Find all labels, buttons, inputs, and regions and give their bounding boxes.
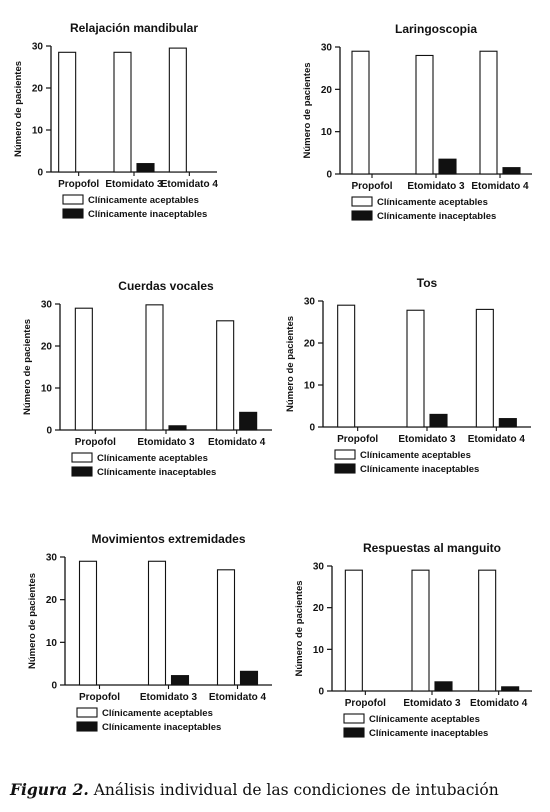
category-label: Etomidato 3	[398, 434, 456, 445]
y-tick-label: 20	[320, 84, 332, 96]
bar-acceptable	[480, 51, 497, 174]
figure-caption	[10, 780, 545, 799]
category-label: Propofol	[58, 179, 100, 190]
bar-acceptable	[476, 309, 493, 427]
legend-label-acceptable: Clínicamente aceptables	[369, 714, 480, 725]
bar-unacceptable	[439, 159, 456, 174]
y-tick-label: 20	[40, 341, 52, 353]
bar-acceptable	[149, 561, 166, 685]
bar-unacceptable	[240, 412, 257, 430]
bar-acceptable	[352, 51, 369, 174]
y-tick-label: 10	[40, 383, 52, 395]
legend-label-acceptable: Clínicamente aceptables	[377, 197, 488, 208]
category-label: Etomidato 4	[471, 181, 529, 192]
legend-swatch-unacceptable	[335, 464, 355, 473]
legend-label-unacceptable: Clínicamente inaceptables	[97, 467, 217, 478]
y-axis-label: Número de pacientes	[285, 315, 296, 413]
bar-chart-svg	[275, 268, 550, 528]
chart-title: Movimientos extremidades	[91, 532, 246, 546]
y-tick-label: 20	[303, 338, 315, 350]
legend-label-unacceptable: Clínicamente inaceptables	[88, 209, 208, 220]
category-label: Propofol	[78, 692, 121, 703]
y-tick-label: 0	[326, 169, 332, 181]
legend-swatch-unacceptable	[344, 728, 364, 737]
legend-swatch-acceptable	[63, 195, 83, 204]
bar-unacceptable	[435, 682, 452, 691]
legend-swatch-unacceptable	[72, 467, 92, 476]
category-label: Etomidato 3	[407, 181, 465, 192]
y-tick-label: 0	[318, 686, 324, 698]
bar-unacceptable	[502, 687, 519, 691]
y-axis-label: Número de pacientes	[294, 580, 305, 677]
category-label: Etomidato 3	[137, 437, 195, 448]
y-tick-label: 30	[45, 552, 57, 564]
category-label: Propofol	[344, 698, 386, 709]
category-label: Etomidato 4	[160, 179, 218, 190]
legend-label-unacceptable: Clínicamente inaceptables	[377, 211, 497, 222]
y-tick-label: 0	[309, 422, 315, 434]
chart-panel-4	[275, 268, 550, 528]
bar-unacceptable	[241, 671, 258, 685]
bar-unacceptable	[172, 676, 189, 685]
legend-swatch-acceptable	[344, 714, 364, 723]
legend-label-acceptable: Clínicamente aceptables	[97, 453, 208, 464]
legend-label-unacceptable: Clínicamente inaceptables	[102, 722, 222, 733]
bar-acceptable	[345, 570, 362, 691]
y-tick-label: 20	[45, 595, 57, 607]
legend-swatch-acceptable	[352, 197, 372, 206]
y-tick-label: 30	[40, 299, 52, 311]
bar-chart-svg	[10, 270, 285, 530]
bar-unacceptable	[169, 426, 186, 430]
figure-caption-text: Análisis individual de las condiciones de intubación	[88, 781, 499, 799]
bar-acceptable	[218, 570, 235, 685]
category-label: Etomidato 4	[208, 692, 267, 703]
chart-title: Relajación mandibular	[69, 21, 199, 35]
legend-swatch-acceptable	[72, 453, 92, 462]
legend-swatch-unacceptable	[77, 722, 97, 731]
category-label: Propofol	[351, 181, 393, 192]
category-label: Propofol	[337, 434, 379, 445]
y-tick-label: 0	[51, 680, 57, 692]
legend-label-acceptable: Clínicamente aceptables	[102, 708, 213, 719]
bar-chart-svg	[275, 15, 550, 275]
category-label: Etomidato 4	[470, 698, 528, 709]
chart-panel-1	[5, 8, 280, 268]
bar-acceptable	[75, 308, 92, 430]
category-label: Propofol	[74, 437, 116, 448]
bar-unacceptable	[503, 168, 520, 174]
y-tick-label: 30	[303, 296, 315, 308]
figure-label: Figura 2.	[10, 780, 89, 799]
bar-acceptable	[169, 48, 186, 172]
chart-panel-5	[15, 528, 290, 788]
bar-acceptable	[479, 570, 496, 691]
legend-label-unacceptable: Clínicamente inaceptables	[360, 464, 480, 475]
y-tick-label: 10	[320, 127, 332, 139]
bar-acceptable	[338, 305, 355, 427]
bar-acceptable	[217, 321, 234, 430]
y-axis-label: Número de pacientes	[302, 62, 313, 159]
y-tick-label: 10	[45, 637, 57, 649]
legend-swatch-unacceptable	[63, 209, 83, 218]
legend-label-acceptable: Clínicamente aceptables	[360, 450, 471, 461]
y-tick-label: 10	[312, 644, 324, 656]
bar-unacceptable	[430, 414, 447, 427]
bar-acceptable	[146, 305, 163, 430]
y-axis-label: Número de pacientes	[13, 60, 24, 158]
chart-title: Respuestas al manguito	[362, 541, 502, 555]
y-tick-label: 20	[31, 83, 43, 95]
chart-panel-3	[10, 270, 285, 530]
bar-acceptable	[412, 570, 429, 691]
y-axis-label: Número de pacientes	[22, 318, 33, 416]
category-label: Etomidato 4	[208, 437, 266, 448]
legend-label-acceptable: Clínicamente aceptables	[88, 195, 199, 206]
y-tick-label: 30	[312, 561, 324, 573]
y-axis-label: Número de pacientes	[27, 572, 38, 670]
category-label: Etomidato 3	[403, 698, 461, 709]
category-label: Etomidato 4	[467, 434, 525, 445]
legend-swatch-acceptable	[77, 708, 97, 717]
chart-title: Tos	[416, 276, 438, 290]
y-tick-label: 0	[46, 425, 52, 437]
legend-swatch-acceptable	[335, 450, 355, 459]
chart-title: Laringoscopia	[394, 22, 478, 36]
chart-title: Cuerdas vocales	[118, 279, 214, 293]
category-label: Etomidato 3	[105, 179, 163, 190]
y-tick-label: 0	[37, 167, 43, 179]
legend-swatch-unacceptable	[352, 211, 372, 220]
bar-unacceptable	[499, 419, 516, 427]
legend-label-unacceptable: Clínicamente inaceptables	[369, 728, 489, 739]
y-tick-label: 10	[31, 125, 43, 137]
bar-chart-svg	[15, 528, 290, 788]
bar-acceptable	[407, 310, 424, 427]
y-tick-label: 10	[303, 380, 315, 392]
bar-acceptable	[114, 52, 131, 172]
bar-chart-svg	[275, 532, 550, 792]
bar-acceptable	[59, 52, 76, 172]
bar-acceptable	[416, 55, 433, 174]
category-label: Etomidato 3	[139, 692, 198, 703]
y-tick-label: 30	[320, 42, 332, 54]
y-tick-label: 30	[31, 41, 43, 53]
chart-panel-2	[275, 15, 550, 275]
y-tick-label: 20	[312, 603, 324, 615]
chart-panel-6	[275, 532, 550, 792]
bar-chart-svg	[5, 8, 280, 268]
bar-unacceptable	[137, 164, 154, 172]
bar-acceptable	[80, 561, 97, 685]
